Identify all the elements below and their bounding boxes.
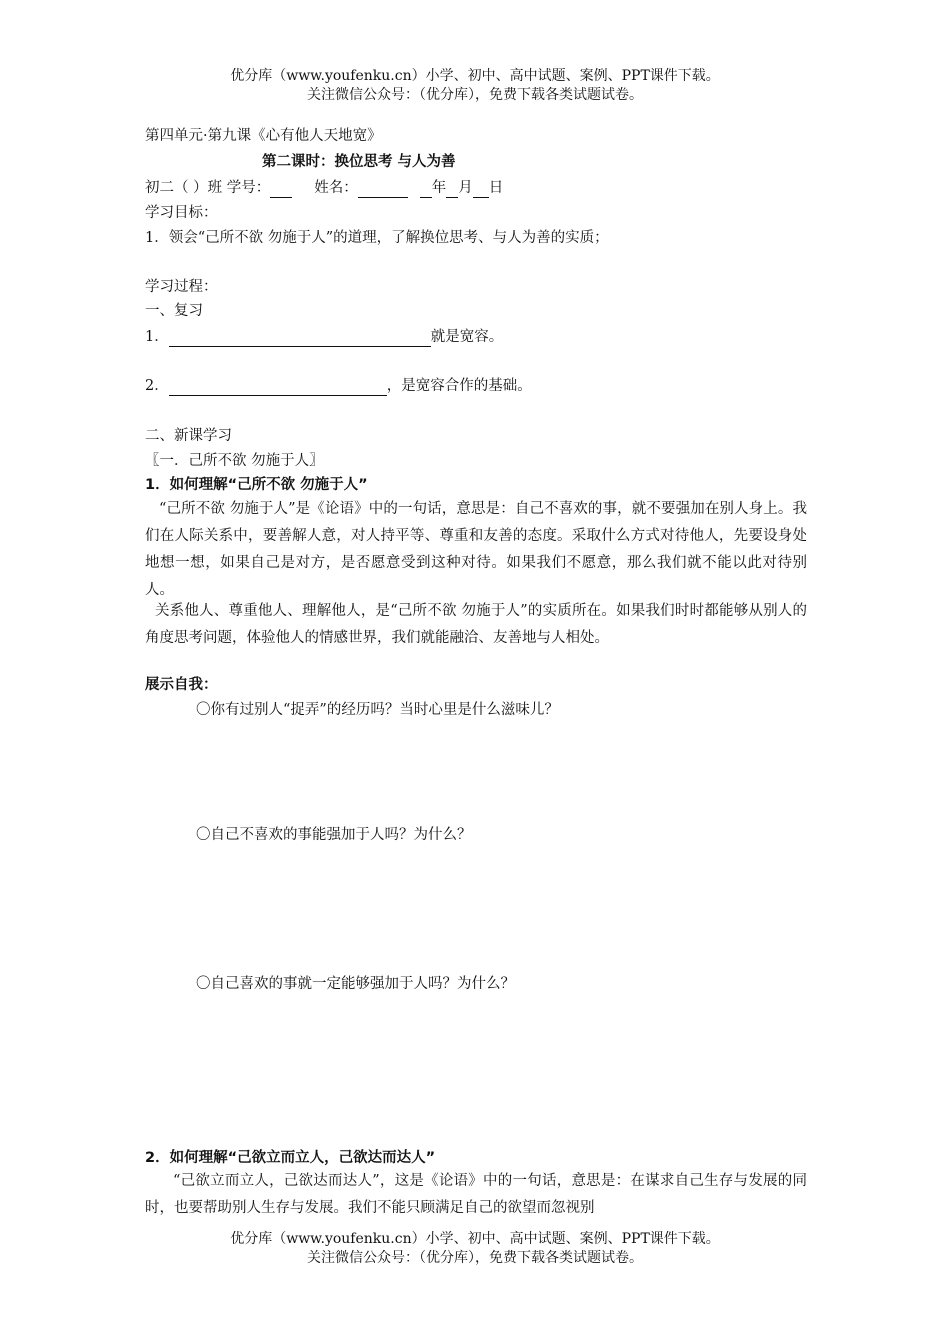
lesson-title: 第二课时：换位思考 与人为善 [262,154,456,170]
question-1-heading: 1．如何理解“己所不欲 勿施于人” [145,477,368,493]
class-number-label: 初二（ ）班 学号： [145,180,271,196]
header-line-2: 关注微信公众号：（优分库），免费下载各类试题试卷。 [307,87,643,103]
header-line-1: 优分库（www.youfenku.cn）小学、初中、高中试题、案例、PPT课件下载。 [230,68,720,84]
day-label: 日 [488,180,504,196]
review-item-2-number: 2． [145,378,169,394]
review-item-1-number: 1． [145,329,169,345]
goal-item-1: 1．领会“己所不欲 勿施于人”的道理，了解换位思考、与人为善的实质； [145,230,609,246]
section-heading: 〖一．己所不欲 勿施于人〗 [145,453,324,469]
goals-heading: 学习目标： [145,205,218,221]
name-label: 姓名： [314,180,358,196]
student-number-blank [270,181,292,198]
review-item-2-text: ，是宽容合作的基础。 [386,378,532,394]
prompt-c: 〇自己喜欢的事就一定能够强加于人吗？为什么？ [196,976,515,992]
month-label: 月 [458,180,473,196]
new-lesson-heading: 二、新课学习 [145,428,232,444]
show-yourself-heading: 展示自我： [145,677,218,693]
question-2-heading: 2．如何理解“己欲立而立人，己欲达而达人” [145,1150,436,1166]
review-item-1 [145,327,503,347]
paragraph-3: “己欲立而立人，己欲达而达人”，这是《论语》中的一句话，意思是：在谋求自己生存与发展的同时，也要帮助别人生存与发展。我们不能只顾满足自己的欲望而忽视别 [145,1173,807,1216]
footer-line-2: 关注微信公众号：（优分库），免费下载各类试题试卷。 [307,1250,643,1266]
year-blank [420,181,432,198]
prompt-b: 〇自己不喜欢的事能强加于人吗？为什么？ [196,827,472,843]
prompt-a: 〇你有过别人“捉弄”的经历吗？当时心里是什么滋味儿？ [196,702,559,718]
review-item-1-blank [169,330,431,347]
day-blank [473,181,489,198]
unit-title: 第四单元·第九课《心有他人天地宽》 [145,128,382,144]
year-label: 年 [431,180,447,196]
paragraph-1: “己所不欲 勿施于人”是《论语》中的一句话，意思是：自己不喜欢的事，就不要强加在别人身上。我们在人际关系中，要善解人意，对人持平等、尊重和友善的态度。采取什么方式对待他人，先要设身处地想一想，如果自己是对方，是否愿意受到这种对待。如果我们不愿意，那么我们就不能以此对待别人。 [145,501,807,598]
footer-line-1: 优分库（www.youfenku.cn）小学、初中、高中试题、案例、PPT课件下载。 [230,1231,720,1247]
process-heading: 学习过程： [145,279,218,295]
review-item-2 [145,376,532,396]
name-blank [358,181,408,198]
review-item-2-blank [169,379,387,396]
paragraph-2: 关系他人、尊重他人、理解他人，是“己所不欲 勿施于人”的实质所在。如果我们时时都能够从别人的角度思考问题，体验他人的情感世界，我们就能融洽、友善地与人相处。 [145,603,807,646]
review-item-1-text: 就是宽容。 [430,329,504,345]
student-info-line [145,178,503,198]
month-blank [446,181,458,198]
review-heading: 一、复习 [145,303,203,319]
